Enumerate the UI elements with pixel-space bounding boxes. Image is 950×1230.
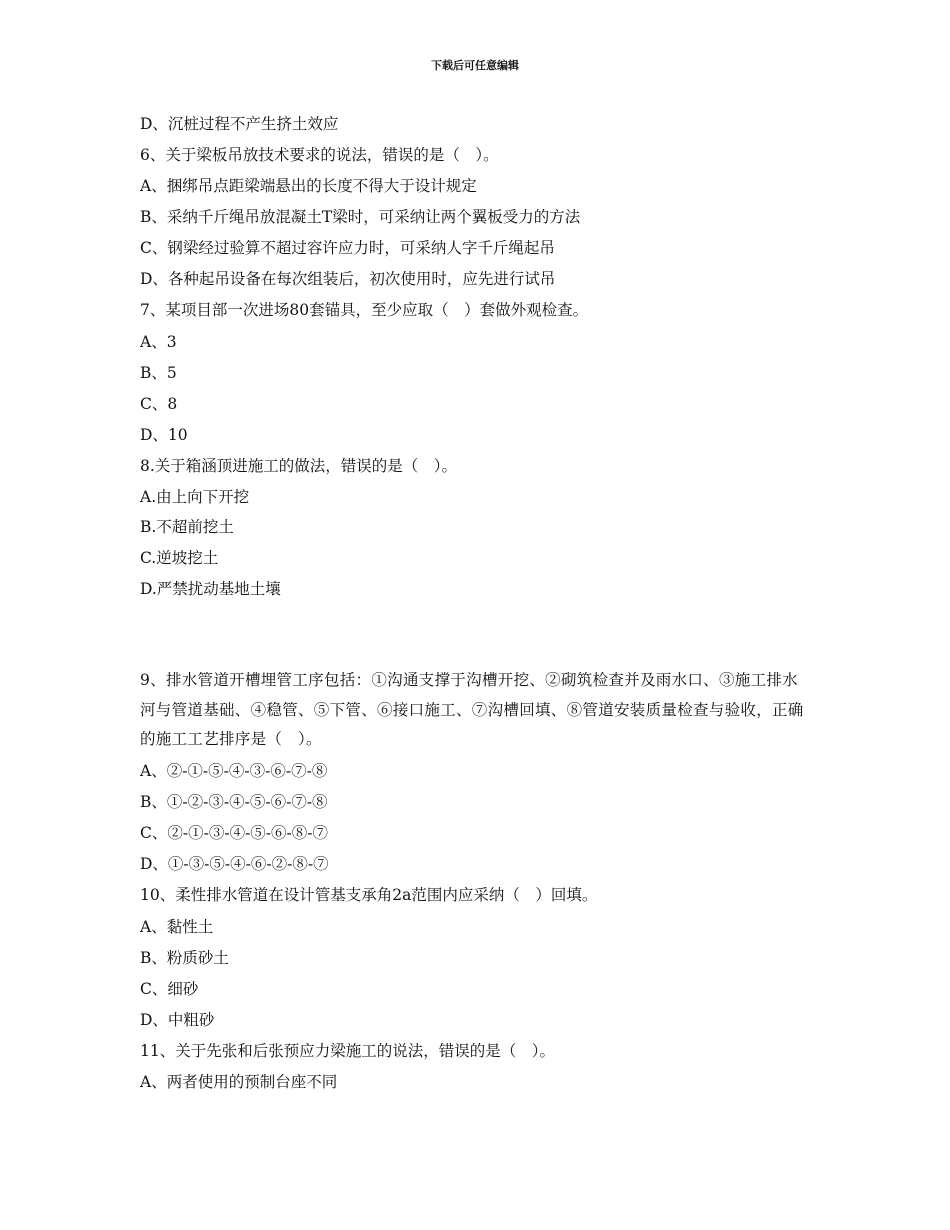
- question-8: 8.关于箱涵顶进施工的做法，错误的是（ ）。: [140, 457, 458, 475]
- question-7: 7、某项目部一次进场80套锚具，至少应取（ ）套做外观检查。: [140, 301, 589, 319]
- option-5d: D、沉桩过程不产生挤土效应: [140, 115, 339, 133]
- option-10b: B、粉质砂土: [140, 949, 229, 967]
- option-8d: D.严禁扰动基地土壤: [140, 580, 281, 598]
- option-7a: A、3: [140, 333, 177, 351]
- option-6b: B、采纳千斤绳吊放混凝土T梁时，可采纳让两个翼板受力的方法: [140, 208, 581, 226]
- page-header: 下载后可任意编辑: [431, 59, 519, 72]
- question-10: 10、柔性排水管道在设计管基支承角2a范围内应采纳（ ）回填。: [140, 886, 598, 904]
- option-6d: D、各种起吊设备在每次组装后，初次使用时，应先进行试吊: [140, 270, 556, 288]
- option-8b: B.不超前挖土: [140, 518, 234, 536]
- option-6a: A、捆绑吊点距梁端悬出的长度不得大于设计规定: [140, 177, 477, 195]
- option-6c: C、钢梁经过验算不超过容许应力时，可采纳人字千斤绳起吊: [140, 239, 555, 257]
- question-9: 9、排水管道开槽埋管工序包括：①沟通支撑于沟槽开挖、②砌筑检查并及雨水口、③施工排水河与管道基础、④稳管、⑤下管、⑥接口施工、⑦沟槽回填、⑧管道安装质量检查与验收，正确的施工工艺排序是（ ）。: [140, 671, 804, 748]
- option-9a: A、②-①-⑤-④-③-⑥-⑦-⑧: [140, 762, 328, 780]
- option-9b: B、①-②-③-④-⑤-⑥-⑦-⑧: [140, 793, 328, 811]
- option-8a: A.由上向下开挖: [140, 488, 250, 506]
- option-8c: C.逆坡挖土: [140, 549, 219, 567]
- option-11a: A、两者使用的预制台座不同: [140, 1073, 338, 1091]
- option-7c: C、8: [140, 395, 178, 413]
- option-9d: D、①-③-⑤-④-⑥-②-⑧-⑦: [140, 855, 329, 873]
- option-7b: B、5: [140, 364, 177, 382]
- option-7d: D、10: [140, 426, 188, 444]
- option-10d: D、中粗砂: [140, 1011, 215, 1029]
- option-9c: C、②-①-③-④-⑤-⑥-⑧-⑦: [140, 824, 329, 842]
- question-6: 6、关于梁板吊放技术要求的说法，错误的是（ ）。: [140, 146, 499, 164]
- option-10a: A、黏性土: [140, 918, 214, 936]
- option-10c: C、细砂: [140, 980, 199, 998]
- question-11: 11、关于先张和后张预应力梁施工的说法，错误的是（ ）。: [140, 1042, 555, 1060]
